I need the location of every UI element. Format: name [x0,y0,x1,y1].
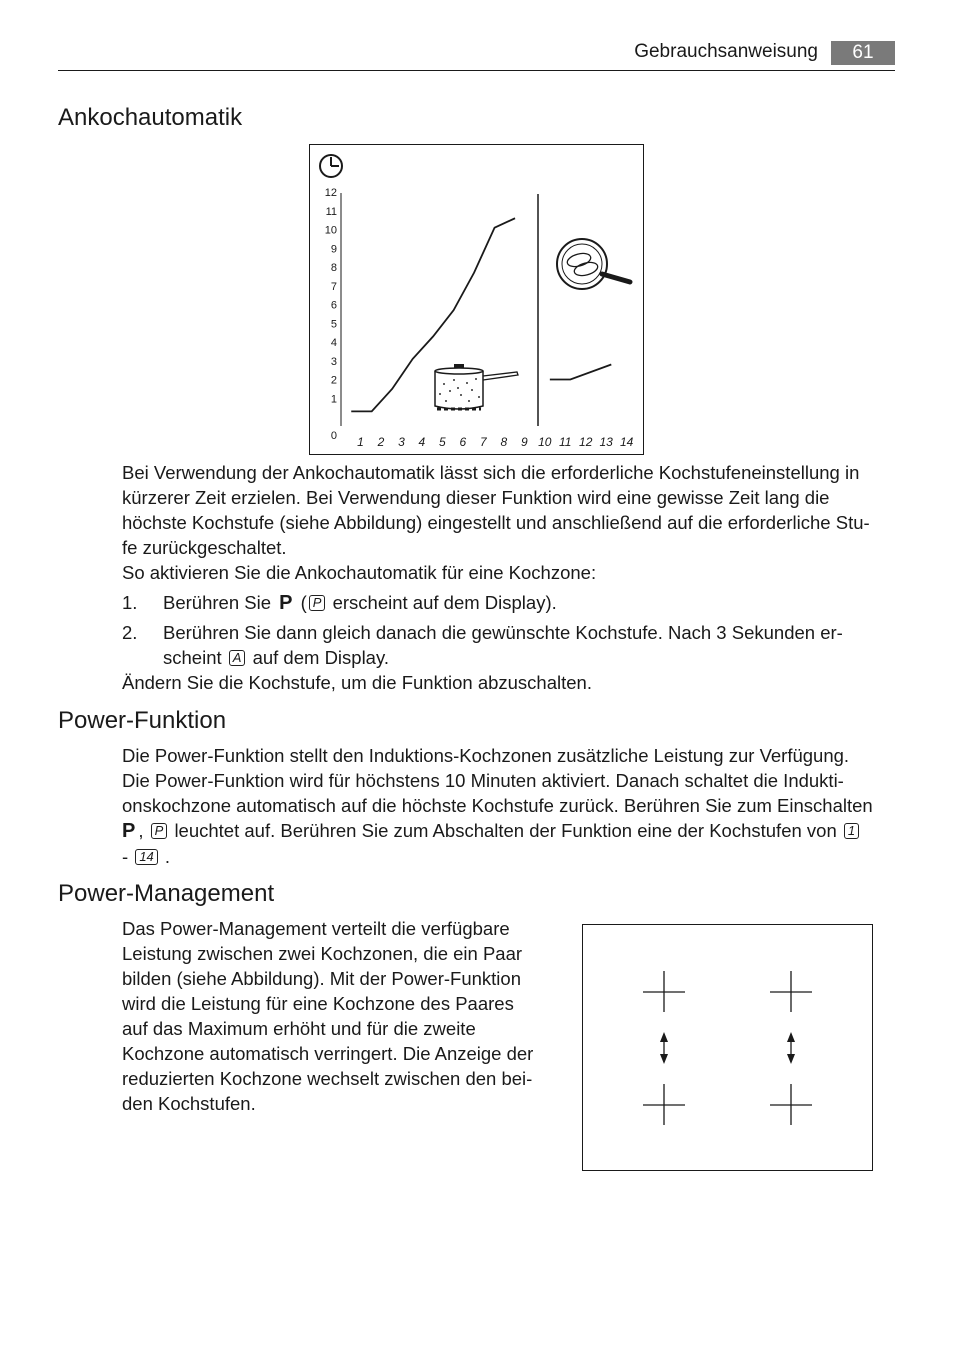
y-tick-label: 6 [330,299,337,312]
display-p-icon: P [309,595,326,611]
p-key-icon: P [122,820,136,842]
header-label: Gebrauchsanweisung [634,41,818,62]
ankoch-outro: Ändern Sie die Kochstufe, um die Funktion abzuschalten. [122,672,592,693]
y-tick-label: 12 [324,187,337,199]
x-tick-label: 4 [418,435,426,449]
y-tick-label: 5 [330,318,337,331]
display-1-icon: 1 [844,823,859,839]
x-tick-label: 8 [500,435,508,449]
display-14-icon: 14 [135,849,157,865]
x-tick-label: 14 [619,435,634,449]
step-2: Berühren Sie dann gleich danach die gewünschte Kochstufe. Nach 3 Sekunden er- scheint A auf dem Display. [163,622,843,668]
section-title-ankochautomatik: Ankochautomatik [58,104,243,131]
y-tick-label: 4 [330,337,337,349]
x-tick-label: 6 [459,435,467,449]
x-tick-label: 9 [520,435,528,449]
power-management-diagram [582,924,873,1171]
y-tick-label: 2 [330,374,337,387]
ankoch-chart [309,144,644,455]
y-tick-label: 10 [324,224,337,237]
step-1-number: 1. [122,592,138,613]
step-2-number: 2. [122,622,138,643]
x-tick-label: 12 [579,435,593,449]
y-tick-label: 3 [330,355,337,368]
x-tick-label: 3 [398,435,405,449]
power-paragraph: Die Power-Funktion stellt den Induktions-Kochzonen zusätzliche Leistung zur Verfügung. Die Power-Funktion wird für höchstens 10 Minuten aktiviert. Danach schaltet die Indukti- onskochzone automatisch auf die höchste Kochstufe zurück. Berühren Sie zum Einschalten P , P leuchtet auf. Berühren Sie zum Abschalten der Funktion eine der Kochstufen von 1 - 14 . [122,745,873,867]
y-tick-label: 7 [330,280,337,293]
x-tick-label: 13 [599,435,613,449]
y-tick-label: 8 [330,262,337,274]
x-tick-label: 2 [377,435,385,449]
x-tick-label: 7 [479,435,487,449]
ankoch-intro: So aktivieren Sie die Ankochautomatik für eine Kochzone: [122,562,597,583]
p-key-icon: P [279,592,293,614]
step-1: Berühren Sie P ( P erscheint auf dem Display). [163,592,557,614]
y-tick-label: 11 [325,205,337,218]
section-title-power-funktion: Power-Funktion [58,707,227,734]
x-tick-label: 1 [357,435,364,449]
ankoch-paragraph: Bei Verwendung der Ankochautomatik lässt sich die erforderliche Kochstufeneinstellung in kürzerer Zeit erzielen. Bei Verwendung dieser Funktion wird eine gewisse Zeit lang die höchste Kochstufe (siehe Abbildung) eingestellt und anschließend auf die erforderliche Stu- fe zurückgeschaltet. So aktivieren Sie die Ankochautomatik für eine Kochzone: [122,462,870,583]
y-tick-label: 9 [330,243,337,256]
y-tick-label: 1 [330,393,337,406]
display-p-icon: P [151,823,168,839]
x-tick-label: 10 [538,435,552,449]
x-tick-label: 5 [439,435,446,449]
header-rule [58,70,895,71]
page-number: 61 [831,41,895,65]
mgmt-paragraph: Das Power-Management verteilt die verfügbare Leistung zwischen zwei Kochzonen, die ein Paar bilden (siehe Abbildung). Mit der Power-Funktion wird die Leistung für eine Kochzone des Paares auf das Maximum erhöht und für die zweite Kochzone automatisch verringert. Die Anzeige der reduzierten Kochzone wechselt zwischen den bei- den Kochstufen. [122,918,534,1114]
section-title-power-management: Power-Management [58,880,275,907]
display-a-icon: A [229,650,246,666]
x-tick-label: 11 [559,435,572,449]
y-tick-label: 0 [330,430,337,442]
